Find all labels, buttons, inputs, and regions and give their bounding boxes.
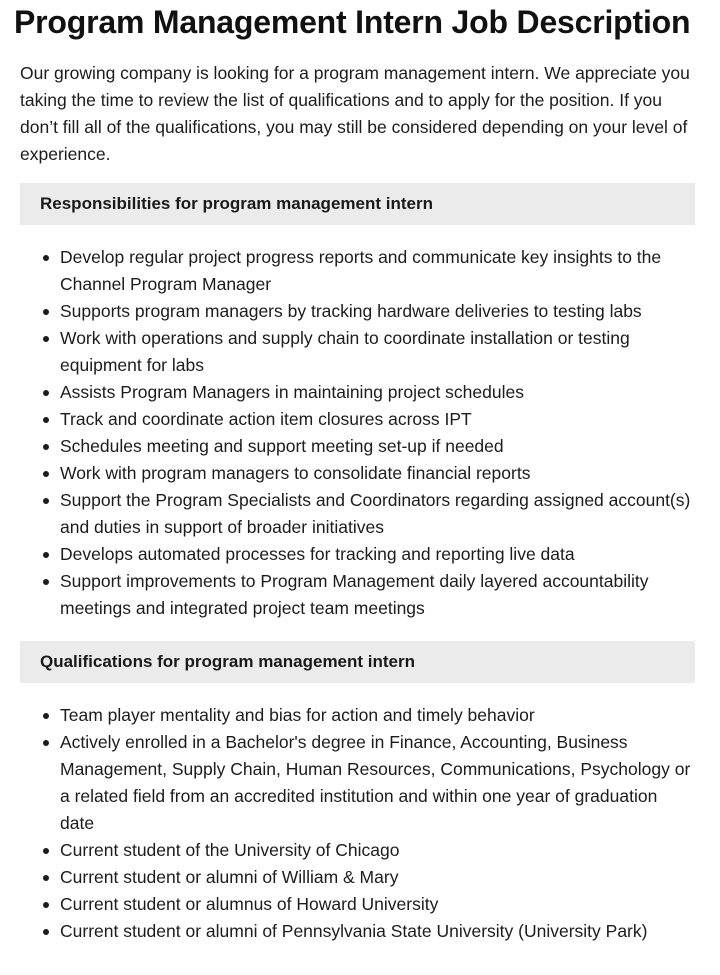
qualification-item: Current student or alumni of Pennsylvania State University (University Park) (60, 918, 695, 945)
page-title: Program Management Intern Job Description (14, 4, 691, 40)
responsibility-item: Schedules meeting and support meeting set-up if needed (60, 433, 695, 460)
responsibilities-list (20, 244, 695, 622)
qualifications-list (20, 702, 695, 945)
responsibility-item: Work with operations and supply chain to coordinate installation or testing equipment for labs (60, 325, 695, 379)
qualification-item: Current student or alumnus of Howard University (60, 891, 695, 918)
qualification-item: Current student of the University of Chicago (60, 837, 695, 864)
responsibility-item: Support improvements to Program Management daily layered accountability meetings and integrated project team meetings (60, 568, 695, 622)
responsibility-item: Supports program managers by tracking hardware deliveries to testing labs (60, 298, 695, 325)
responsibility-item: Develop regular project progress reports and communicate key insights to the Channel Program Manager (60, 244, 695, 298)
responsibilities-heading: Responsibilities for program management intern (20, 183, 695, 225)
responsibility-item: Support the Program Specialists and Coordinators regarding assigned account(s) and duties in support of broader initiatives (60, 487, 695, 541)
intro-paragraph: Our growing company is looking for a program management intern. We appreciate you taking the time to review the list of qualifications and to apply for the position. If you don’t fill all of the qualifications, you may still be considered depending on your level of experience. (20, 63, 690, 164)
qualification-item: Current student or alumni of William & Mary (60, 864, 695, 891)
qualifications-heading: Qualifications for program management intern (20, 641, 695, 683)
responsibility-item: Develops automated processes for tracking and reporting live data (60, 541, 695, 568)
qualification-item: Actively enrolled in a Bachelor's degree in Finance, Accounting, Business Management, Supply Chain, Human Resources, Communications, Psychology or a related field from an accredited institution and within one year of graduation date (60, 729, 695, 837)
responsibility-item: Work with program managers to consolidate financial reports (60, 460, 695, 487)
responsibility-item: Track and coordinate action item closures across IPT (60, 406, 695, 433)
responsibility-item: Assists Program Managers in maintaining project schedules (60, 379, 695, 406)
qualification-item: Team player mentality and bias for action and timely behavior (60, 702, 695, 729)
